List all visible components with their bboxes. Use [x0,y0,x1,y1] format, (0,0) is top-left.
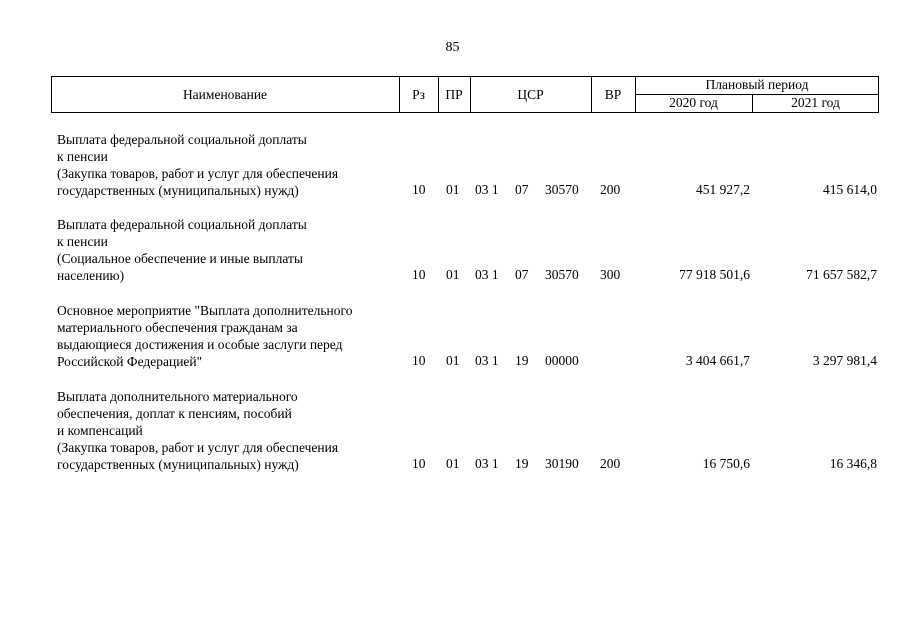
row-name-line: (Социальное обеспечение и иные выплаты [57,251,303,266]
row-name [57,131,407,199]
row-name-line: государственных (муниципальных) нужд) [57,183,299,198]
vr-cell: 300 [600,267,621,282]
row-name-line: обеспечения, доплат к пенсиям, пособий [57,406,292,421]
row-name-line: Российской Федерацией" [57,354,203,369]
vr-cell: 200 [600,456,621,471]
row-name-line: населению) [57,268,125,283]
row-name-line: и компенсаций [57,423,143,438]
header-year-2020: 2020 год [669,95,718,110]
header-vr: ВР [604,87,622,102]
amount-2020: 451 927,2 [696,182,750,197]
row-name-line: к пенсии [57,149,108,164]
amount-2021: 71 657 582,7 [806,267,877,282]
row-name-line: (Закупка товаров, работ и услуг для обеспечения [57,166,339,181]
row-name-line: Выплата федеральной социальной доплаты [57,217,307,232]
table-header [51,76,879,113]
csr-program-cell: 03 1 [475,353,499,368]
amount-2021: 415 614,0 [823,182,877,197]
row-name-line: Выплата дополнительного материального [57,389,298,404]
pr-cell: 01 [446,456,460,471]
amount-2021: 16 346,8 [829,456,877,471]
csr-subprogram-cell: 07 [515,267,529,282]
row-name-line: Выплата федеральной социальной доплаты [57,132,307,147]
header-rz: Рз [412,87,425,102]
header-csr: ЦСР [517,87,544,102]
rz-cell: 10 [412,267,426,282]
csr-direction-cell: 00000 [545,353,579,368]
csr-direction-cell: 30570 [545,182,579,197]
csr-direction-cell: 30190 [545,456,579,471]
csr-subprogram-cell: 19 [515,456,529,471]
header-bottom-line [51,112,879,113]
vr-cell: 200 [600,182,621,197]
pr-cell: 01 [446,182,460,197]
row-name-line: государственных (муниципальных) нужд) [57,457,299,472]
row-name-line: материального обеспечения гражданам за [57,320,298,335]
rz-cell: 10 [412,353,426,368]
csr-direction-cell: 30570 [545,267,579,282]
row-name-line: выдающиеся достижения и особые заслуги перед [57,337,343,352]
amount-2020: 3 404 661,7 [685,353,750,368]
csr-subprogram-cell: 19 [515,353,529,368]
row-name [57,302,407,370]
rz-cell: 10 [412,456,426,471]
csr-program-cell: 03 1 [475,182,499,197]
row-name-line: к пенсии [57,234,108,249]
page-number: 85 [445,40,460,55]
pr-cell: 01 [446,267,460,282]
pr-cell: 01 [446,353,460,368]
header-pr: ПР [445,87,463,102]
csr-program-cell: 03 1 [475,267,499,282]
amount-2020: 16 750,6 [702,456,750,471]
row-name-line: (Закупка товаров, работ и услуг для обеспечения [57,440,339,455]
header-name: Наименование [182,87,268,102]
amount-2021: 3 297 981,4 [812,353,877,368]
header-planned-period: Плановый период [705,77,809,92]
row-name-line: Основное мероприятие "Выплата дополнительного [57,303,353,318]
csr-program-cell: 03 1 [475,456,499,471]
rz-cell: 10 [412,182,426,197]
row-name [57,216,407,284]
amount-2020: 77 918 501,6 [679,267,750,282]
header-year-2021: 2021 год [791,95,840,110]
row-name [57,388,407,473]
csr-subprogram-cell: 07 [515,182,529,197]
